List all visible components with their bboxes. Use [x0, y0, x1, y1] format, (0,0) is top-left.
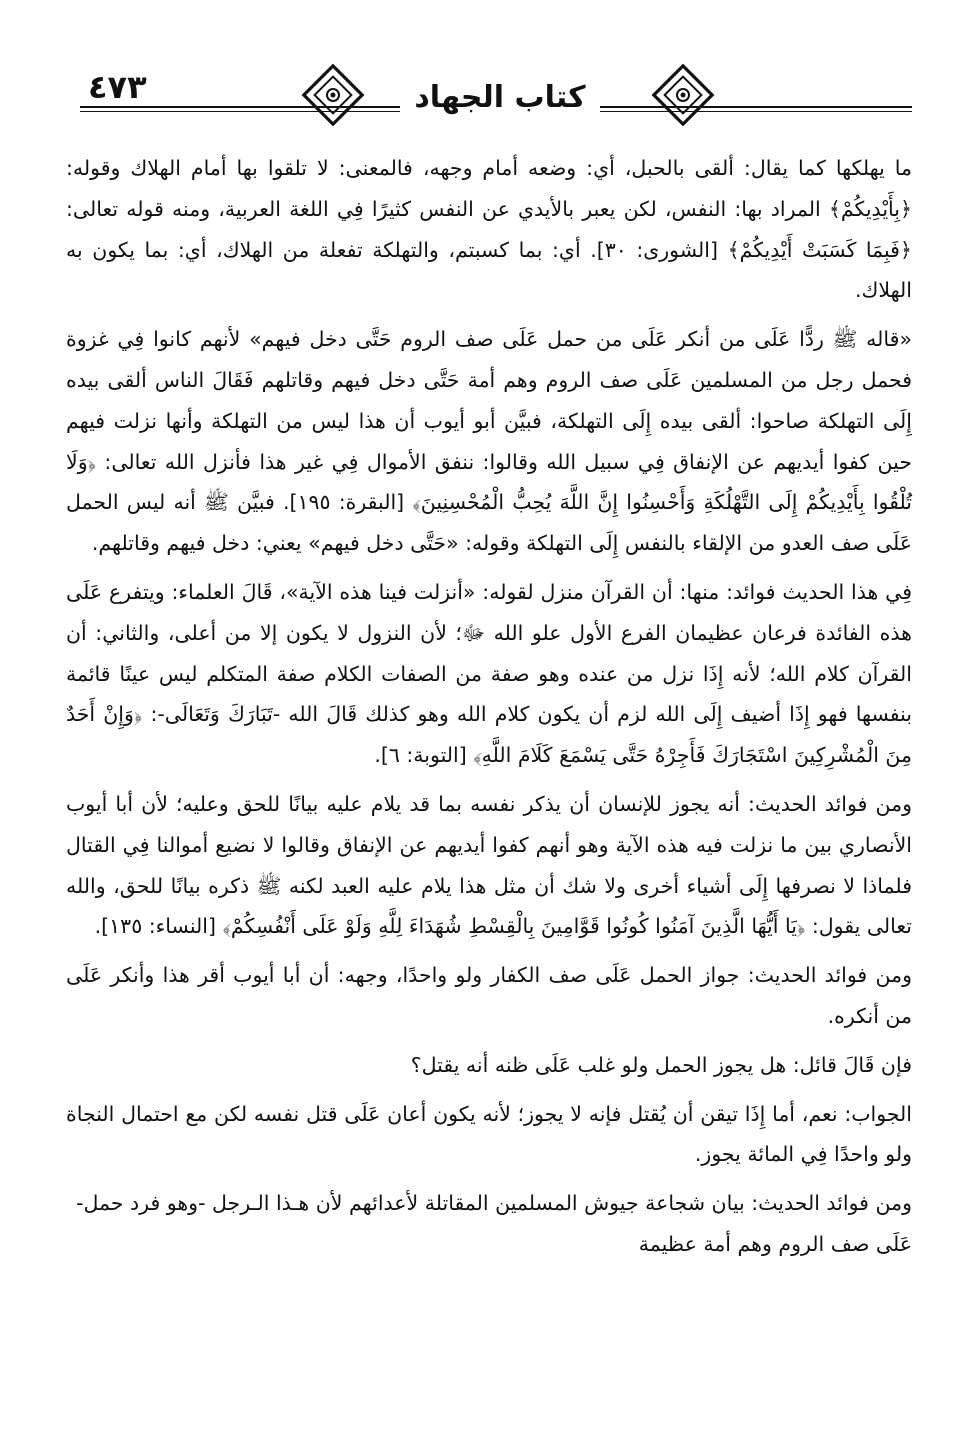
- paragraph: فإن قَالَ قائل: هل يجوز الحمل ولو غلب عَلَى ظنه أنه يقتل؟: [410, 1052, 912, 1077]
- page-number: ٤٧٣: [88, 68, 147, 106]
- ornament-icon: [298, 60, 368, 130]
- paragraph: ومن فوائد الحديث: جواز الحمل عَلَى صف الكفار ولو واحدًا، وجهه: أن أبا أيوب أقر هذا وأنكر عَلَى من أنكره.: [66, 963, 912, 1028]
- paragraph: فِي هذا الحديث فوائد: منها: أن القرآن منزل لقوله: «أنزلت فينا هذه الآية»، قَالَ العلماء: ويتفرع عَلَى هذه الفائدة فرعان عظيمان الفرع الأول علو الله ﷻ؛ لأن النزول لا يكون إلا من أعلى، والثاني: أن القرآن كلام الله؛ لأنه إِذَا نزل من عنده وهو صفة من الصفات الكلام صفة المتكلم ليس عينًا قائمة بنفسها فهو إِذَا أضيف إِلَى الله لزم أن يكون كلام الله وهو كذلك قَالَ الله -تَبَارَكَ وَتَعَالَى-: ﴿وَإِنْ أَحَدٌ مِنَ الْمُشْرِكِينَ اسْتَجَارَكَ فَأَجِرْهُ حَتَّى يَسْمَعَ كَلَامَ اللَّهِ﴾ [التوبة: ٦].: [66, 579, 912, 768]
- paragraph: ومن فوائد الحديث: بيان شجاعة جيوش المسلمين المقاتلة لأعدائهم لأن هـذا الـرجل -وهو فرد حمل- عَلَى صف الروم وهم أمة عظيمة: [76, 1191, 912, 1256]
- book-title: كتاب الجهاد: [400, 80, 600, 115]
- paragraph: ومن فوائد الحديث: أنه يجوز للإنسان أن يذكر نفسه بما قد يلام عليه بيانًا للحق وعليه؛ لأن أبا أيوب الأنصاري بين ما نزلت فيه هذه الآية وهو أنهم كفوا أيديهم عن الإنفاق وقالوا لا نضيع أموالنا فِي القتال فلماذا لا نصرفها إِلَى أشياء أخرى ولا شك أن مثل هذا يلام عليه العبد لكنه ﷺ ذكره بيانًا للحق، والله تعالى يقول: ﴿يَا أَيُّهَا الَّذِينَ آمَنُوا كُونُوا قَوَّامِينَ بِالْقِسْطِ شُهَدَاءَ لِلَّهِ وَلَوْ عَلَى أَنْفُسِكُمْ﴾ [النساء: ١٣٥].: [66, 791, 912, 939]
- main-text: [66, 148, 912, 1273]
- paragraph: ما يهلكها كما يقال: ألقى بالحبل، أي: وضعه أمام وجهه، فالمعنى: لا تلقوا بها أمام الهلاك وقوله: ﴿بِأَيْدِيكُمْ﴾ المراد بها: النفس، لكن يعبر بالأيدي عن النفس كثيرًا فِي اللغة العربية، ومنه قوله تعالى: ﴿فَبِمَا كَسَبَتْ أَيْدِيكُمْ﴾ [الشورى: ٣٠]. أي: بما كسبتم، والتهلكة تفعلة من الهلاك، أي: بما يكون به الهلاك.: [66, 156, 912, 303]
- paragraph: الجواب: نعم، أما إِذَا تيقن أن يُقتل فإنه لا يجوز؛ لأنه يكون أعان عَلَى قتل نفسه لكن مع احتمال النجاة ولو واحدًا فِي المائة يجوز.: [66, 1101, 912, 1167]
- ornament-icon: [648, 60, 718, 130]
- paragraph: «قاله ﷺ ردًّا عَلَى من أنكر عَلَى من حمل عَلَى صف الروم حَتَّى دخل فيهم» لأنهم كانوا فِي غزوة فحمل رجل من المسلمين عَلَى صف الروم وهم أمة حَتَّى دخل فيهم وقاتلهم فَقَالَ الناس ألقى بيده إِلَى التهلكة صاحوا: ألقى بيده إِلَى التهلكة، فبيَّن أبو أيوب أن هذا ليس من التهلكة وأنها نزلت فيهم حين كفوا أيديهم عن الإنفاق فِي سبيل الله وقالوا: ننفق الأموال فِي غير هذا فأنزل الله تعالى: ﴿وَلَا تُلْقُوا بِأَيْدِيكُمْ إِلَى التَّهْلُكَةِ وَأَحْسِنُوا إِنَّ اللَّهَ يُحِبُّ الْمُحْسِنِينَ﴾ [البقرة: ١٩٥]. فبيَّن ﷺ أنه ليس الحمل عَلَى صف العدو من الإلقاء بالنفس إِلَى التهلكة وقوله: «حَتَّى دخل فيهم» يعني: دخل فيهم وقاتلهم.: [66, 327, 912, 556]
- page-header: [80, 60, 912, 144]
